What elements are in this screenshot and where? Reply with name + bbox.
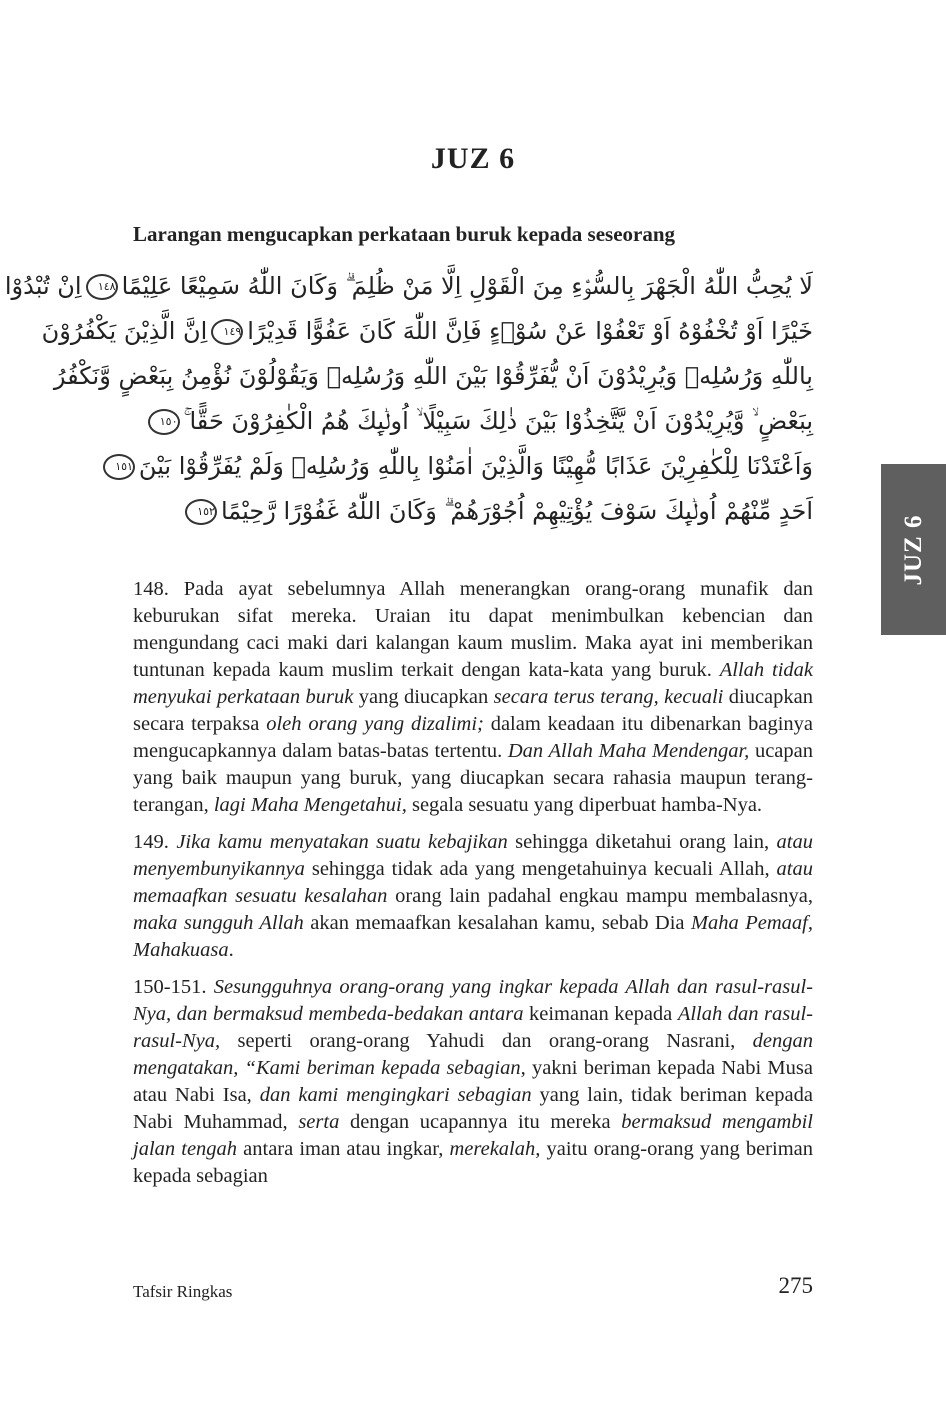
text-run: 149.	[133, 831, 177, 853]
text-run: sehingga tidak ada yang mengetahuinya kecuali Allah,	[304, 858, 777, 880]
verse-number-148: ١٤٨	[86, 274, 118, 300]
italic-text: secara terus terang, kecuali	[493, 686, 724, 708]
paragraph-148	[133, 576, 813, 819]
arabic-line-1	[4, 264, 813, 309]
italic-text: Allah tidak menyukai perkataan buruk	[133, 659, 813, 708]
text-run: dalam keadaan itu dibenarkan baginya mengucapkannya dalam batas-batas tertentu.	[133, 713, 814, 762]
text-run: akan memaafkan kesalahan kamu, sebab Dia	[303, 912, 691, 934]
verse-number-151: ١٥١	[103, 454, 135, 480]
arabic-text: خَيْرًا اَوْ تُخْفُوْهُ اَوْ تَعْفُوْا عَنْ سُوْۤءٍ فَاِنَّ اللّٰهَ كَانَ عَفُوًّا قَدِيْرًا	[247, 317, 813, 345]
arabic-text: اِنْ تُبْدُوْا	[4, 272, 82, 300]
text-run: keimanan kepada	[523, 1003, 678, 1025]
text-run: antara iman atau ingkar,	[237, 1138, 450, 1160]
verse-number-152: ١٥٢	[185, 499, 217, 525]
text-run: dengan ucapannya itu mereka	[339, 1111, 622, 1133]
text-run: diucapkan secara terpaksa	[133, 686, 813, 735]
italic-text: Dan Allah Maha Mendengar,	[507, 740, 750, 762]
arabic-text: اِنَّ الَّذِيْنَ يَكْفُرُوْنَ	[41, 317, 208, 345]
text-run: segala sesuatu yang diperbuat hamba-Nya.	[406, 794, 763, 816]
italic-text: atau menyembunyikannya	[133, 831, 813, 880]
italic-text: Maha Pemaaf, Mahakuasa	[133, 912, 813, 961]
italic-text: merekalah,	[449, 1138, 541, 1160]
italic-text: oleh orang yang dizalimi;	[266, 713, 484, 735]
italic-text: Jika kamu menyatakan suatu kebajikan	[176, 831, 508, 853]
text-run: yang diucapkan	[353, 686, 494, 708]
paragraph-149	[133, 829, 813, 964]
arabic-line-6	[133, 489, 813, 534]
text-run: orang lain padahal engkau mampu membalasnya,	[387, 885, 813, 907]
text-run: seperti orang-orang Yahudi dan orang-orang Nasrani,	[220, 1030, 753, 1052]
text-run: yang lain, tidak beriman kepada Nabi Muhammad,	[133, 1084, 813, 1133]
side-tab-label: JUZ 6	[899, 514, 927, 585]
arabic-line-2	[41, 309, 813, 354]
arabic-text: بِبَعْضٍ ۙ وَّيُرِيْدُوْنَ اَنْ يَّتَّخِذُوْا بَيْنَ ذٰلِكَ سَبِيْلًا ۙ اُولٰۤىِٕكَ هُمُ الْكٰفِرُوْنَ حَقًّا ۚ	[183, 407, 813, 435]
arabic-line-4	[133, 399, 813, 444]
footer-book-title: Tafsir Ringkas	[133, 1282, 233, 1301]
text-run: ucapan yang baik maupun yang buruk, yang diucapkan secara rahasia maupun terang-terangan,	[133, 740, 813, 816]
arabic-line-5	[115, 444, 813, 489]
text-run: 150-151.	[133, 976, 214, 998]
verse-number-149: ١٤٩	[211, 319, 243, 345]
juz-side-tab	[881, 464, 946, 635]
italic-text: maka sungguh Allah	[133, 912, 304, 934]
text-run: yakni beriman kepada Nabi Musa atau Nabi Isa,	[133, 1057, 813, 1106]
arabic-text: اَحَدٍ مِّنْهُمْ اُولٰۤىِٕكَ سَوْفَ يُؤْتِيْهِمْ اُجُوْرَهُمْ ۗ وَكَانَ اللّٰهُ غَفُوْرًا رَّحِيْمًا	[220, 497, 813, 525]
text-run: 148. Pada ayat sebelumnya Allah menerangkan orang-orang munafik dan keburukan sifat mereka. Uraian itu dapat menimbulkan kebencian dan mengundang caci maki dari kalangan kaum muslim. Maka ayat ini memberikan tuntunan kepada kaum muslim terkait dengan kata-kata yang buruk.	[133, 578, 813, 681]
verse-number-150: ١٥٠	[148, 409, 180, 435]
italic-text: Sesungguhnya orang-orang yang ingkar kepada Allah dan rasul-rasul-Nya, dan bermaksud membeda-bedakan antara	[133, 976, 814, 1025]
arabic-text: بِاللّٰهِ وَرُسُلِهٖ وَيُرِيْدُوْنَ اَنْ يُّفَرِّقُوْا بَيْنَ اللّٰهِ وَرُسُلِهٖ وَيَقُوْلُوْنَ نُؤْمِنُ بِبَعْضٍ وَّنَكْفُرُ	[53, 362, 813, 390]
italic-text: dengan mengatakan, “Kami beriman kepada sebagian,	[133, 1030, 813, 1079]
paragraph-150-151	[133, 974, 813, 1190]
arabic-text: وَاَعْتَدْنَا لِلْكٰفِرِيْنَ عَذَابًا مُّهِيْنًا وَالَّذِيْنَ اٰمَنُوْا بِاللّٰهِ وَرُسُلِهٖ وَلَمْ يُفَرِّقُوْا بَيْنَ	[138, 452, 813, 480]
page-title: JUZ 6	[430, 142, 516, 175]
arabic-verses	[4, 264, 813, 534]
italic-text: lagi Maha Mengetahui,	[213, 794, 407, 816]
italic-text: Allah dan rasul-rasul-Nya,	[133, 1003, 814, 1052]
italic-text: dan kami mengingkari sebagian	[259, 1084, 532, 1106]
footer-page-number: 275	[778, 1273, 813, 1298]
text-run: sehingga diketahui orang lain,	[507, 831, 777, 853]
section-heading: Larangan mengucapkan perkataan buruk kepada seseorang	[133, 222, 676, 246]
arabic-text: لَا يُحِبُّ اللّٰهُ الْجَهْرَ بِالسُّوْۤءِ مِنَ الْقَوْلِ اِلَّا مَنْ ظُلِمَ ۗ وَكَانَ اللّٰهُ سَمِيْعًا عَلِيْمًا	[121, 272, 813, 300]
text-run: .	[228, 939, 234, 961]
italic-text: bermaksud mengambil jalan tengah	[133, 1111, 813, 1160]
text-run: yaitu orang-orang yang beriman kepada sebagian	[133, 1138, 813, 1187]
italic-text: atau memaafkan sesuatu kesalahan	[133, 858, 813, 907]
italic-text: serta	[298, 1111, 340, 1133]
arabic-line-3	[53, 354, 813, 399]
commentary	[133, 576, 813, 1200]
